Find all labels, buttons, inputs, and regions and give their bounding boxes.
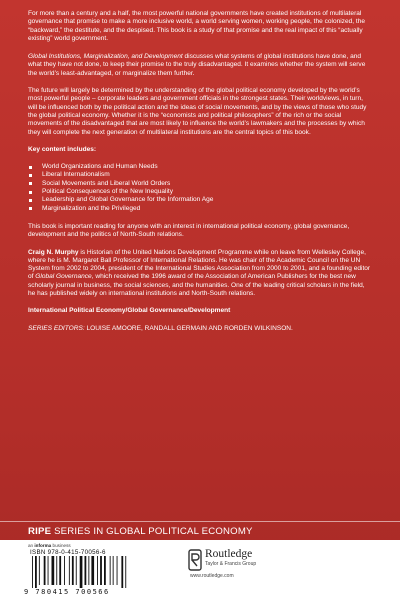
author-bio bbox=[28, 249, 372, 299]
key-content-item: World Organizations and Human Needs bbox=[28, 163, 372, 171]
informa-prefix: an bbox=[28, 543, 35, 548]
author-bio-text-2: , which received the 1996 award of the Association of American Publishers for the best new scholarly journal in business, the social sciences, and the humanities. One of the leading critical scholars in the field, he has published widely on international institutions and North-South relations. bbox=[28, 273, 365, 298]
informa-brand: informa bbox=[34, 543, 52, 548]
informa-business-tag bbox=[28, 543, 71, 548]
author-name: Craig N. Murphy bbox=[28, 248, 79, 256]
key-content-item: Social Movements and Liberal World Orders bbox=[28, 180, 372, 188]
series-title bbox=[28, 526, 253, 537]
barcode-icon bbox=[30, 556, 134, 588]
subject-category: International Political Economy/Global Governance/Development bbox=[28, 307, 231, 315]
publisher-group: Taylor & Francis Group bbox=[205, 561, 257, 567]
cover-footer bbox=[0, 540, 400, 600]
isbn-label: ISBN 978-0-415-70056-6 bbox=[30, 549, 106, 556]
series-band bbox=[0, 521, 400, 541]
key-content-item: Marginalization and the Privileged bbox=[28, 205, 372, 213]
series-editors-names: LOUISE AMOORE, RANDALL GERMAIN AND RORDEN WILKINSON. bbox=[84, 324, 293, 332]
back-cover-text bbox=[28, 10, 372, 342]
series-ripe: RIPE bbox=[28, 526, 52, 537]
informa-suffix: business bbox=[51, 543, 71, 548]
publisher-name: Routledge bbox=[205, 548, 253, 560]
routledge-logo-icon bbox=[188, 549, 202, 571]
barcode-digits: 9 780415 700566 bbox=[24, 588, 110, 596]
key-content-heading: Key content includes: bbox=[28, 145, 97, 153]
series-editors-label: SERIES EDITORS: bbox=[28, 324, 85, 332]
key-content-item: Leadership and Global Governance for the Information Age bbox=[28, 196, 372, 204]
blurb-paragraph-2-rest: discusses what systems of global institutions have done, and what they have not done, to keep their promise to the truly disadvantaged. It examines whether the system will serve the world’s least-advantaged, or marginalize them further. bbox=[28, 53, 366, 77]
key-content-item: Political Consequences of the New Inequality bbox=[28, 188, 372, 196]
blurb-lead: For more than a century and a half, the most powerful national governments have created institutions of multilateral governance that promise to make a more inclusive world, a world serving women, working people, the colonized, the “backward,” the destitute, and the despised. This book is a study of that promise and the real impact of this “actually existing” world government. bbox=[28, 10, 365, 42]
recommendation-paragraph: This book is important reading for anyone with an interest in international political economy, global governance, development and the politics of North-South relations. bbox=[28, 222, 350, 239]
blurb-paragraph-2 bbox=[28, 53, 372, 78]
series-title-rest: SERIES IN GLOBAL POLITICAL ECONOMY bbox=[51, 526, 253, 537]
key-content-item: Liberal Internationalism bbox=[28, 171, 372, 179]
journal-title: Global Governance bbox=[35, 273, 92, 281]
author-bio-text: is Historian of the United Nations Development Programme while on leave from Wellesley College, where he is M. Margaret Ball Professor of International Relations. He was chair of the Academic Council on the UN System from 2002 to 2004, president of the International Studies Association from 2000 to 2001, and a founding editor of bbox=[28, 248, 371, 281]
book-title-reference: Global Institutions, Marginalization, and Development bbox=[28, 53, 183, 61]
blurb-paragraph-3: The future will largely be determined by the understanding of the global political economy developed by the world’s most powerful people – corporate leaders and government officials in the strongest states. Their worldviews, in turn, will be influenced both by the political action and the ideas of social movements, and by the views of those who study the global political economy. Whether it is the “economists and political philosophers” of the rich or the social movements of the disadvantaged that are most likely to influence the world’s lawmakers and the processes by which they will complete the next generation of multilateral institutions are the central topics of this book. bbox=[28, 87, 367, 136]
key-content-list bbox=[28, 163, 372, 213]
series-editors bbox=[28, 325, 372, 333]
publisher-url: www.routledge.com bbox=[190, 573, 234, 579]
